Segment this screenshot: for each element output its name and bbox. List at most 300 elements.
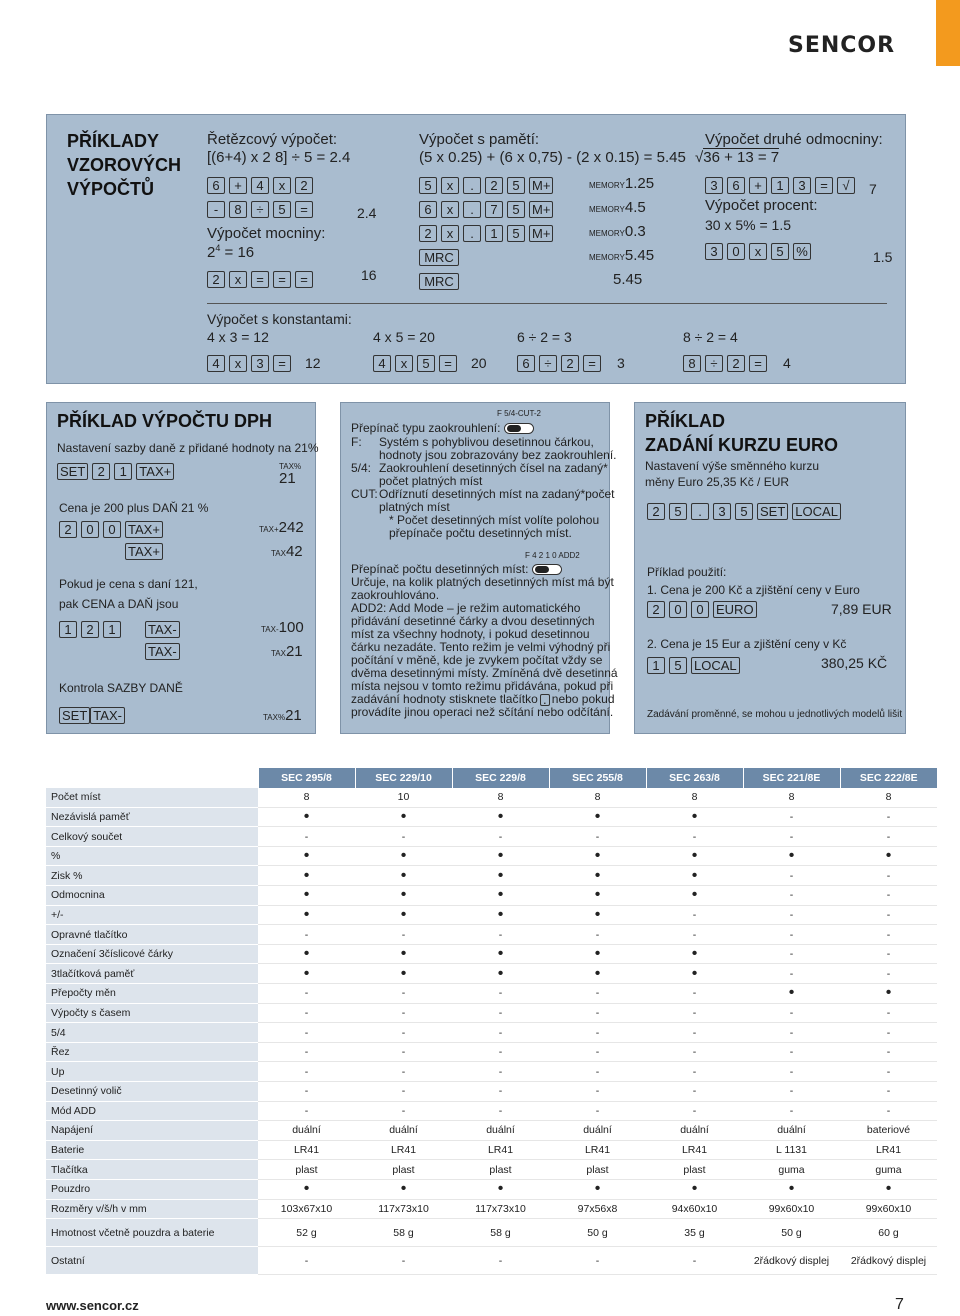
table-cell: - (549, 1082, 646, 1102)
table-cell: - (258, 1042, 355, 1062)
table-cell: • (355, 846, 452, 866)
table-cell: - (743, 1042, 840, 1062)
table-cell: - (646, 1042, 743, 1062)
examples-panel (46, 114, 906, 384)
table-cell: • (646, 866, 743, 886)
table-cell: - (452, 827, 549, 847)
table-cell: - (646, 1062, 743, 1082)
table-row (46, 827, 937, 847)
row-label: Tlačítka (46, 1160, 258, 1180)
table-cell: 8 (840, 788, 937, 808)
table-cell: • (258, 886, 355, 906)
table-cell: LR41 (452, 1140, 549, 1160)
euro-rate-label-1: Nastavení výše směnného kurzu (645, 459, 820, 473)
table-cell: plast (452, 1160, 549, 1180)
rounding-heading: Přepínač typu zaokrouhlení: (351, 421, 534, 435)
table-cell: - (549, 1247, 646, 1275)
key: x (441, 201, 459, 218)
table-cell: LR41 (549, 1140, 646, 1160)
table-cell: • (355, 944, 452, 964)
row-label: Opravné tlačítko (46, 925, 258, 945)
table-cell: 10 (355, 788, 452, 808)
table-cell: - (743, 944, 840, 964)
table-cell: - (840, 866, 937, 886)
table-cell: - (743, 905, 840, 925)
key: M+ (529, 177, 553, 194)
table-cell: • (452, 807, 549, 827)
table-cell: L 1131 (743, 1140, 840, 1160)
vat-check-label: Kontrola SAZBY DANĚ (59, 681, 183, 695)
table-cell: - (840, 964, 937, 984)
table-cell: • (452, 846, 549, 866)
vat-with-tax-key-2: TAX- (145, 643, 184, 661)
table-row (46, 1003, 937, 1023)
model-header: SEC 255/8 (549, 768, 646, 788)
table-cell: 8 (549, 788, 646, 808)
vat-rate-result: TAX% 21 (279, 462, 302, 487)
key: x (273, 177, 291, 194)
table-cell: LR41 (355, 1140, 452, 1160)
table-cell: 50 g (549, 1219, 646, 1247)
euro-example-2-result: 380,25 KČ (821, 655, 888, 671)
table-cell: • (258, 866, 355, 886)
table-cell: - (355, 984, 452, 1004)
table-cell: - (549, 1003, 646, 1023)
table-cell: • (646, 846, 743, 866)
table-cell: - (452, 1003, 549, 1023)
table-cell: • (258, 905, 355, 925)
percent-expression: 30 x 5% = 1.5 (705, 217, 792, 233)
table-row (46, 905, 937, 925)
vat-check-keys: SET TAX- (59, 707, 129, 725)
chain-keys-2 (207, 201, 317, 219)
key: 5 (273, 201, 291, 218)
table-cell: • (452, 905, 549, 925)
table-cell: • (743, 846, 840, 866)
table-row (46, 846, 937, 866)
key: = (273, 271, 291, 288)
table-row (46, 1140, 937, 1160)
table-cell: - (452, 1082, 549, 1102)
table-cell: - (840, 1101, 937, 1121)
row-label: Rozměry v/š/h v mm (46, 1199, 258, 1219)
memory-keys-1 (419, 177, 557, 195)
table-row (46, 964, 937, 984)
table-cell: - (355, 1023, 452, 1043)
key: ÷ (251, 201, 269, 218)
euro-title-2: ZADÁNÍ KURZU EURO (645, 435, 838, 455)
sqrt-keys (705, 177, 859, 195)
table-cell: - (355, 1082, 452, 1102)
table-cell: - (355, 1042, 452, 1062)
key: 1 (771, 177, 789, 194)
mrc-key-row-1 (419, 249, 463, 267)
examples-title-2: VZOROVÝCH (67, 155, 182, 175)
euro-title-1: PŘÍKLAD (645, 411, 725, 431)
key: 6 (419, 201, 437, 218)
table-cell: • (646, 886, 743, 906)
const-4-expression: 8 ÷ 2 = 4 (683, 329, 738, 345)
vat-rate-keys: SET 2 1 TAX+ (57, 463, 178, 481)
key: 7 (485, 201, 503, 218)
table-cell: - (355, 827, 452, 847)
key: . (463, 201, 481, 218)
table-cell: • (452, 866, 549, 886)
euro-example-1: 1. Cena je 200 Kč a zjištění ceny v Euro (647, 583, 860, 597)
table-cell: duální (258, 1121, 355, 1141)
model-header: SEC 229/10 (355, 768, 452, 788)
table-cell: • (646, 944, 743, 964)
table-cell: 8 (452, 788, 549, 808)
table-cell: • (840, 846, 937, 866)
table-corner (46, 768, 258, 788)
sqrt-expression: √36 + 13 = 7 (695, 149, 780, 166)
table-cell: - (258, 925, 355, 945)
table-cell: • (355, 964, 452, 984)
table-cell: - (743, 925, 840, 945)
key: x (229, 271, 247, 288)
memory-result-1: MEMORY1.25 (589, 175, 655, 192)
table-cell: 35 g (646, 1219, 743, 1247)
decimal-switch-icon (532, 564, 562, 575)
table-cell: • (258, 807, 355, 827)
table-row (46, 1042, 937, 1062)
vat-title: PŘÍKLAD VÝPOČTU DPH (57, 411, 273, 431)
row-label: Hmotnost včetně pouzdra a baterie (46, 1219, 258, 1247)
table-cell: LR41 (258, 1140, 355, 1160)
const-2-expression: 4 x 5 = 20 (373, 329, 435, 345)
table-cell: • (258, 846, 355, 866)
key: + (229, 177, 247, 194)
euro-example-label: Příklad použití: (647, 565, 727, 579)
row-label: Zisk % (46, 866, 258, 886)
table-cell: - (258, 1023, 355, 1043)
table-cell: - (549, 984, 646, 1004)
table-cell: • (646, 807, 743, 827)
table-cell: - (549, 1062, 646, 1082)
const-1-keys: 4 x 3 = 12 (207, 355, 321, 373)
mrc-key: MRC (419, 273, 459, 290)
key: + (749, 177, 767, 194)
const-4-keys: 8 ÷ 2 = 4 (683, 355, 791, 373)
model-header: SEC 221/8E (743, 768, 840, 788)
table-cell: • (452, 1179, 549, 1199)
table-cell: 2řádkový displej (743, 1247, 840, 1275)
table-cell: - (840, 905, 937, 925)
key: = (815, 177, 833, 194)
key: % (793, 243, 811, 260)
table-cell: - (549, 925, 646, 945)
key: 8 (229, 201, 247, 218)
table-cell: - (840, 1062, 937, 1082)
table-row (46, 1199, 937, 1219)
table-cell: - (549, 1042, 646, 1062)
table-cell: • (840, 984, 937, 1004)
table-row (46, 984, 937, 1004)
memory-result-3: MEMORY0.3 (589, 223, 646, 240)
row-label: Baterie (46, 1140, 258, 1160)
table-cell: - (743, 1023, 840, 1043)
table-cell: • (840, 1179, 937, 1199)
table-cell: 99x60x10 (743, 1199, 840, 1219)
percent-result: 1.5 (873, 249, 893, 265)
table-cell: - (355, 925, 452, 945)
table-cell: - (355, 1062, 452, 1082)
table-cell: • (549, 905, 646, 925)
table-cell: - (840, 1003, 937, 1023)
table-cell: 2řádkový displej (840, 1247, 937, 1275)
euro-example-1-result: 7,89 EUR (831, 601, 892, 617)
footer-url: www.sencor.cz (46, 1298, 139, 1313)
percent-label: Výpočet procent: (705, 197, 818, 214)
table-cell: - (646, 1247, 743, 1275)
table-cell: 97x56x8 (549, 1199, 646, 1219)
key: 3 (793, 177, 811, 194)
key: x (441, 177, 459, 194)
table-cell: LR41 (646, 1140, 743, 1160)
rounding-f: F: Systém s pohyblivou desetinnou čárkou, hodnoty jsou zobrazovány bez zaokrouhlení. 5/4: Zaokrouhlení desetinných čísel na zadaný* počet platných míst CUT:Odříznutí desetinných míst na zadaný*počet platných míst * Počet desetinných míst volíte polohou přepínače počtu desetinných míst. (351, 435, 617, 540)
key: M+ (529, 225, 553, 242)
table-cell: - (258, 1101, 355, 1121)
vat-with-tax-result-2: TAX21 (271, 643, 303, 660)
euro-footnote: Zadávání proměnné, se mohou u jednotlivých modelů lišit (647, 709, 903, 720)
rounding-switch-icon (504, 423, 534, 434)
table-cell: - (743, 827, 840, 847)
key: 6 (207, 177, 225, 194)
table-cell: plast (258, 1160, 355, 1180)
table-cell: - (452, 1042, 549, 1062)
vat-price-result-2: TAX42 (271, 543, 303, 560)
vat-price-result-1: TAX+242 (259, 519, 304, 536)
table-cell: - (840, 925, 937, 945)
euro-example-2: 2. Cena je 15 Eur a zjištění ceny v Kč (647, 637, 847, 651)
table-cell: - (743, 886, 840, 906)
table-cell: - (258, 1082, 355, 1102)
key: - (207, 201, 225, 218)
table-cell: • (452, 886, 549, 906)
vat-price-label: Cena je 200 plus DAŇ 21 % (59, 501, 209, 515)
table-cell: • (549, 807, 646, 827)
table-row (46, 788, 937, 808)
key: 0 (727, 243, 745, 260)
table-cell: - (646, 905, 743, 925)
table-cell: 50 g (743, 1219, 840, 1247)
mrc-key: MRC (419, 249, 459, 266)
row-label: Počet míst (46, 788, 258, 808)
table-cell: - (646, 827, 743, 847)
table-cell: bateriové (840, 1121, 937, 1141)
key: 6 (727, 177, 745, 194)
row-label: 5/4 (46, 1023, 258, 1043)
euro-panel (634, 402, 906, 734)
memory-result-5: 5.45 (613, 271, 643, 288)
memory-result-4: MEMORY5.45 (589, 247, 655, 264)
const-3-expression: 6 ÷ 2 = 3 (517, 329, 572, 345)
table-cell: plast (355, 1160, 452, 1180)
key: 3 (705, 177, 723, 194)
table-cell: - (452, 1101, 549, 1121)
memory-expression: (5 x 0.25) + (6 x 0,75) - (2 x 0.15) = 5.45 (419, 149, 686, 166)
row-label: Odmocnina (46, 886, 258, 906)
table-row (46, 1179, 937, 1199)
chain-result: 2.4 (357, 205, 377, 221)
table-cell: • (452, 964, 549, 984)
table-cell: • (355, 905, 452, 925)
memory-keys-2 (419, 201, 557, 219)
vat-rate-label: Nastavení sazby daně z přidané hodnoty na 21% (57, 441, 319, 455)
table-cell: 58 g (355, 1219, 452, 1247)
table-cell: 94x60x10 (646, 1199, 743, 1219)
euro-rate-keys: 2 5 . 3 5 SET LOCAL (647, 503, 845, 521)
const-2-keys: 4 x 5 = 20 (373, 355, 487, 373)
mrc-key-row-2 (419, 273, 463, 291)
examples-title-3: VÝPOČTŮ (67, 179, 155, 199)
table-cell: • (549, 964, 646, 984)
constants-label: Výpočet s konstantami: (207, 311, 352, 327)
table-row (46, 886, 937, 906)
row-label: Napájení (46, 1121, 258, 1141)
table-cell: 60 g (840, 1219, 937, 1247)
row-label: Ostatní (46, 1247, 258, 1275)
row-label: % (46, 846, 258, 866)
vat-price-keys: 2 0 0 TAX+ (59, 521, 167, 539)
rounding-panel (340, 402, 618, 734)
key: M+ (529, 201, 553, 218)
table-row (46, 925, 937, 945)
euro-rate-label-2: měny Euro 25,35 Kč / EUR (645, 475, 790, 489)
table-cell: - (840, 1023, 937, 1043)
key: 2 (485, 177, 503, 194)
table-cell: duální (646, 1121, 743, 1141)
table-cell: - (258, 1062, 355, 1082)
row-label: Celkový součet (46, 827, 258, 847)
table-cell: - (452, 984, 549, 1004)
vat-with-tax-label-1: Pokud je cena s daní 121, (59, 577, 198, 591)
vat-with-tax-keys: 1 2 1 TAX- (59, 621, 184, 639)
table-cell: 103x67x10 (258, 1199, 355, 1219)
power-keys (207, 271, 317, 289)
table-row (46, 866, 937, 886)
key: x (749, 243, 767, 260)
key: 1 (485, 225, 503, 242)
key: x (441, 225, 459, 242)
model-header: SEC 263/8 (646, 768, 743, 788)
table-cell: - (452, 1023, 549, 1043)
table-cell: - (646, 1082, 743, 1102)
table-cell: - (355, 1101, 452, 1121)
row-label: Přepočty měn (46, 984, 258, 1004)
key: = (295, 271, 313, 288)
key: 2 (207, 271, 225, 288)
model-header: SEC 295/8 (258, 768, 355, 788)
key: . (463, 225, 481, 242)
power-expression: $2^4 = 16$ (207, 243, 255, 261)
table-cell: 8 (743, 788, 840, 808)
brand-logo: SENCOR (788, 33, 896, 58)
table-cell: • (355, 807, 452, 827)
table-cell: - (549, 827, 646, 847)
row-label: 3tlačítková paměť (46, 964, 258, 984)
const-3-keys: 6 ÷ 2 = 3 (517, 355, 625, 373)
key: 3 (705, 243, 723, 260)
sqrt-result: 7 (869, 181, 877, 197)
table-cell: - (743, 1003, 840, 1023)
table-cell: • (355, 866, 452, 886)
table-cell: - (258, 1247, 355, 1275)
table-cell: • (452, 944, 549, 964)
table-cell: • (258, 1179, 355, 1199)
table-cell: • (646, 964, 743, 984)
table-cell: duální (743, 1121, 840, 1141)
table-row (46, 1247, 937, 1275)
table-cell: - (258, 984, 355, 1004)
table-cell: plast (549, 1160, 646, 1180)
row-label: Označení 3číslicové čárky (46, 944, 258, 964)
vat-with-tax-result-1: TAX-100 (261, 619, 304, 636)
key: . (463, 177, 481, 194)
table-row (46, 1062, 937, 1082)
table-row (46, 944, 937, 964)
key: 5 (507, 201, 525, 218)
page-number: 7 (895, 1296, 904, 1313)
table-cell: - (452, 1247, 549, 1275)
row-label: Pouzdro (46, 1179, 258, 1199)
power-result: 16 (361, 267, 377, 283)
table-cell: - (743, 964, 840, 984)
table-cell: • (258, 964, 355, 984)
table-cell: - (646, 1101, 743, 1121)
table-cell: guma (840, 1160, 937, 1180)
table-cell: - (646, 925, 743, 945)
row-label: Výpočty s časem (46, 1003, 258, 1023)
table-cell: 58 g (452, 1219, 549, 1247)
table-cell: - (549, 1101, 646, 1121)
table-cell: - (646, 984, 743, 1004)
table-cell: • (646, 1179, 743, 1199)
table-cell: duální (355, 1121, 452, 1141)
memory-label: Výpočet s pamětí: (419, 131, 540, 148)
table-row (46, 1023, 937, 1043)
table-cell: • (355, 886, 452, 906)
model-header: SEC 229/8 (452, 768, 549, 788)
row-label: Desetinný volič (46, 1082, 258, 1102)
examples-title-1: PŘÍKLADY (67, 131, 160, 151)
key: 5 (507, 177, 525, 194)
table-cell: - (258, 1003, 355, 1023)
table-cell: - (743, 1082, 840, 1102)
key: 2 (295, 177, 313, 194)
power-label: Výpočet mocniny: (207, 225, 326, 242)
euro-example-1-keys: 2 0 0 EURO (647, 601, 761, 619)
table-cell: • (549, 944, 646, 964)
model-comparison-table (46, 768, 937, 1275)
key: 5 (771, 243, 789, 260)
sqrt-label: Výpočet druhé odmocniny: (705, 131, 883, 148)
table-row (46, 1101, 937, 1121)
table-cell: 99x60x10 (840, 1199, 937, 1219)
table-cell: plast (646, 1160, 743, 1180)
memory-result-2: MEMORY4.5 (589, 199, 646, 216)
table-cell: - (840, 944, 937, 964)
vat-panel (46, 402, 319, 734)
table-cell: 52 g (258, 1219, 355, 1247)
divider (207, 303, 887, 304)
decimal-text: Přepínač počtu desetinných míst: Určuje, na kolik platných desetinných míst má být zaokrouhlováno. ADD2: Add Mode – je režim automatického přidávání desetinné čárky a dvou desetinných míst za všechny hodnoty, i pokud desetinnou čárku nezadáte. Tento režim je velmi výhodný při počítání v měně, kde je zvykem počítat vždy se dvěma desetinnými místy. Zmíněná dvě desetinná místa nejsou v tomto režimu přidávána, pokud při zadávání hodnoty stisknete tlačítko . nebo pokud provádíte jinou operaci než sčítání nebo odčítání. (351, 562, 618, 719)
table-cell: • (549, 846, 646, 866)
table-cell: 117x73x10 (452, 1199, 549, 1219)
table-row (46, 1160, 937, 1180)
percent-keys (705, 243, 815, 261)
